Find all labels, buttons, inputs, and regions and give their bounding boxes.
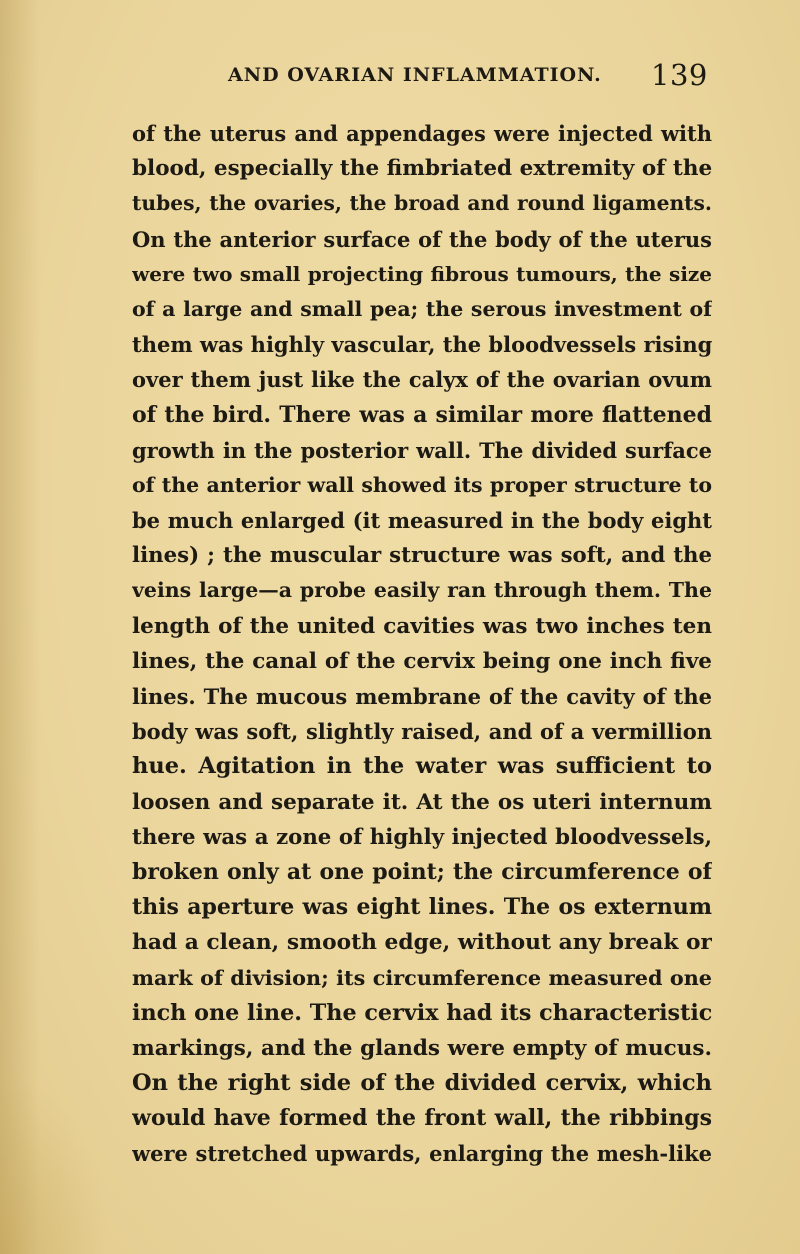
text-line: markings, and the glands were empty of mucus. bbox=[132, 1035, 712, 1061]
text-line: growth in the posterior wall. The divided surface bbox=[132, 437, 712, 463]
text-line: veins large—a probe easily ran through them. The bbox=[132, 578, 712, 603]
text-line: would have formed the front wall, the ribbings bbox=[132, 1105, 712, 1132]
text-line: On the right side of the divided cervix, which bbox=[132, 1070, 712, 1097]
text-line: were two small projecting fibrous tumours, the size bbox=[132, 261, 712, 286]
text-line: lines. The mucous membrane of the cavity of the bbox=[132, 684, 712, 709]
text-line: tubes, the ovaries, the broad and round ligaments. bbox=[132, 191, 712, 216]
text-line: of the uterus and appendages were injected with bbox=[132, 121, 712, 146]
text-line: had a clean, smooth edge, without any break or bbox=[132, 930, 712, 956]
page-number: 139 bbox=[651, 58, 708, 92]
body-text bbox=[132, 116, 712, 1172]
text-line: broken only at one point; the circumference of bbox=[132, 858, 712, 885]
text-line: over them just like the calyx of the ovarian ovum bbox=[132, 367, 712, 393]
text-line: inch one line. The cervix had its characteristic bbox=[132, 999, 712, 1026]
paper-stain bbox=[0, 1070, 110, 1254]
text-line: lines, the canal of the cervix being one inch five bbox=[132, 648, 712, 674]
text-line: them was highly vascular, the bloodvessels rising bbox=[132, 332, 712, 358]
text-line: of a large and small pea; the serous investment of bbox=[132, 296, 712, 321]
text-line: mark of division; its circumference measured one bbox=[132, 965, 712, 990]
text-line: there was a zone of highly injected bloodvessels, bbox=[132, 824, 712, 850]
text-line: body was soft, slightly raised, and of a vermillion bbox=[132, 719, 712, 745]
text-line: On the anterior surface of the body of the uterus bbox=[132, 226, 712, 252]
running-head: AND OVARIAN INFLAMMATION. bbox=[228, 64, 602, 86]
page-header bbox=[0, 58, 800, 98]
text-line: hue. Agitation in the water was sufficient to bbox=[132, 753, 712, 780]
text-line: were stretched upwards, enlarging the mesh-like bbox=[132, 1141, 712, 1167]
text-line: loosen and separate it. At the os uteri internum bbox=[132, 789, 712, 815]
text-line: be much enlarged (it measured in the body eight bbox=[132, 508, 712, 534]
text-line: lines) ; the muscular structure was soft, and the bbox=[132, 543, 712, 569]
text-line: this aperture was eight lines. The os externum bbox=[132, 894, 712, 921]
page-edge-shading bbox=[0, 0, 40, 1254]
text-line: of the bird. There was a similar more flattened bbox=[132, 401, 712, 428]
text-line: blood, especially the fimbriated extremity of the bbox=[132, 156, 712, 182]
text-line: of the anterior wall showed its proper structure to bbox=[132, 472, 712, 497]
text-line: length of the united cavities was two inches ten bbox=[132, 613, 712, 639]
